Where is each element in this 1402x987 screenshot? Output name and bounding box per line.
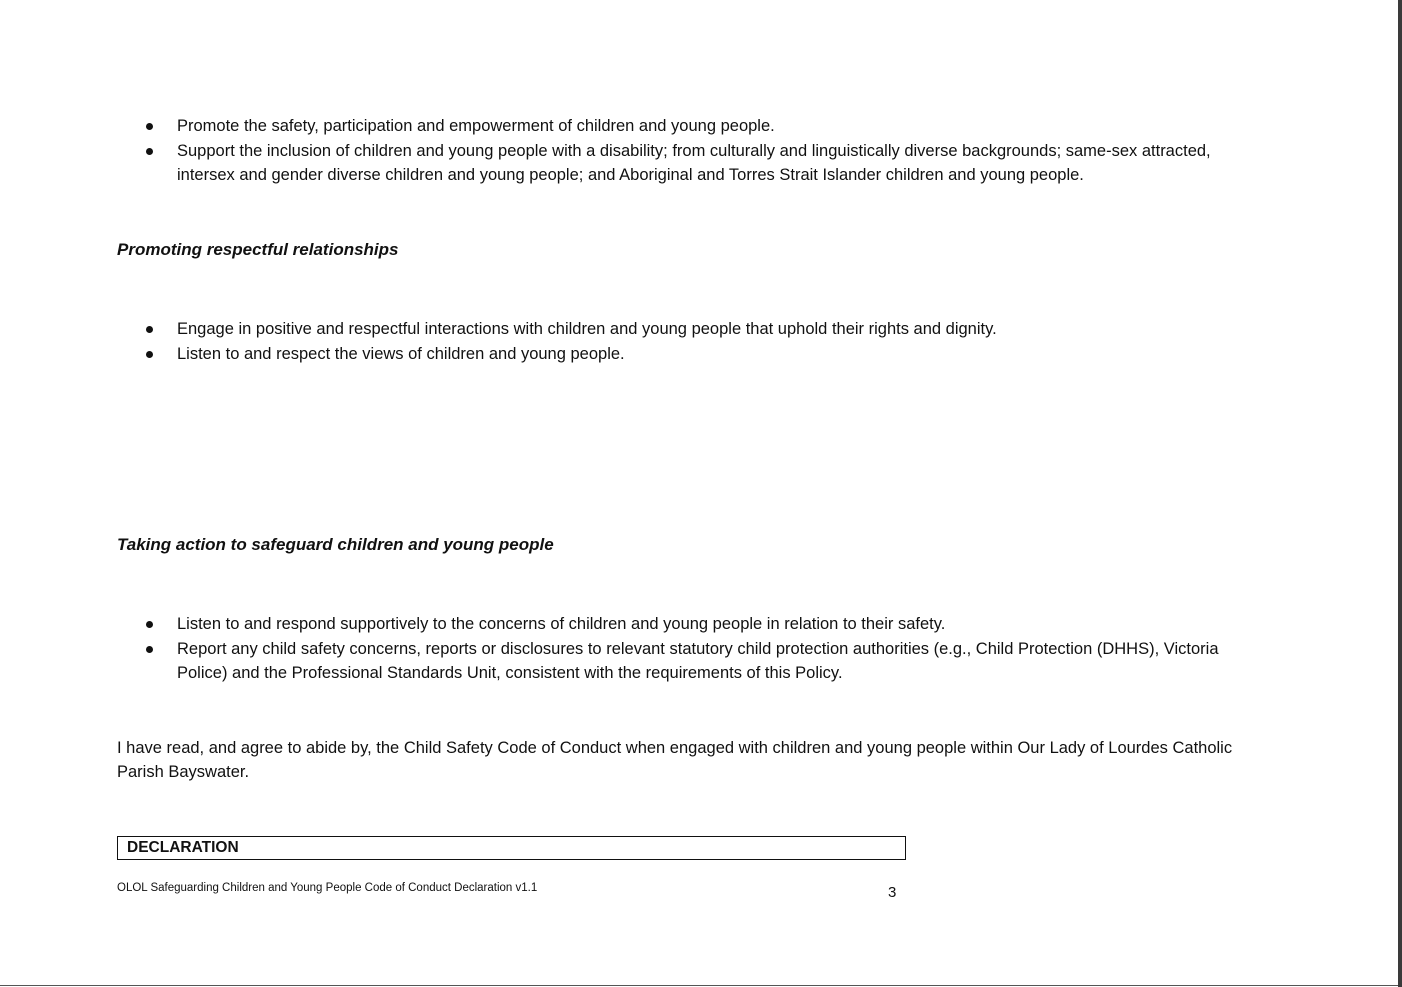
- list-item: [146, 114, 1256, 138]
- bullet-list-relationships: [146, 317, 1256, 367]
- list-item: [146, 342, 1256, 366]
- list-item-text: Listen to and respect the views of children and young people.: [177, 345, 625, 363]
- list-item-text: Engage in positive and respectful interactions with children and young people that uphold their rights and dignity.: [177, 320, 997, 338]
- bullet-icon: [146, 326, 153, 333]
- agreement-paragraph: I have read, and agree to abide by, the Child Safety Code of Conduct when engaged with children and young people within Our Lady of Lourdes Catholic Parish Bayswater.: [117, 739, 1233, 781]
- declaration-title: DECLARATION: [127, 839, 239, 856]
- list-item: [146, 317, 1256, 341]
- bullet-icon: [146, 123, 153, 130]
- bullet-icon: [146, 351, 153, 358]
- declaration-box: [117, 836, 906, 860]
- heading-safeguard: Taking action to safeguard children and young people: [117, 535, 554, 554]
- list-item-text: Support the inclusion of children and young people with a disability; from culturally and linguistically diverse backgrounds; same-sex attracted, intersex and gender diverse children and young people; and Aboriginal and Torres Strait Islander children and young people.: [177, 142, 1211, 184]
- list-item-text: Promote the safety, participation and empowerment of children and young people.: [177, 117, 775, 135]
- bullet-list-top: [146, 114, 1256, 188]
- bullet-icon: [146, 621, 153, 628]
- bullet-list-safeguard: [146, 612, 1256, 686]
- list-item: [146, 612, 1256, 636]
- footer-document-name: OLOL Safeguarding Children and Young People Code of Conduct Declaration v1.1: [117, 882, 538, 894]
- list-item-text: Report any child safety concerns, reports or disclosures to relevant statutory child protection authorities (e.g., Child Protection (DHHS), Victoria Police) and the Professional Standards Unit, consistent with the requirements of this Policy.: [177, 640, 1219, 682]
- heading-respectful-relationships: Promoting respectful relationships: [117, 240, 399, 259]
- list-item-text: Listen to and respond supportively to the concerns of children and young people in relation to their safety.: [177, 615, 946, 633]
- page-number: 3: [888, 884, 897, 901]
- bullet-icon: [146, 646, 153, 653]
- list-item: [146, 139, 1256, 187]
- page-edge-shadow: [1398, 0, 1402, 987]
- bullet-icon: [146, 148, 153, 155]
- list-item: [146, 637, 1256, 685]
